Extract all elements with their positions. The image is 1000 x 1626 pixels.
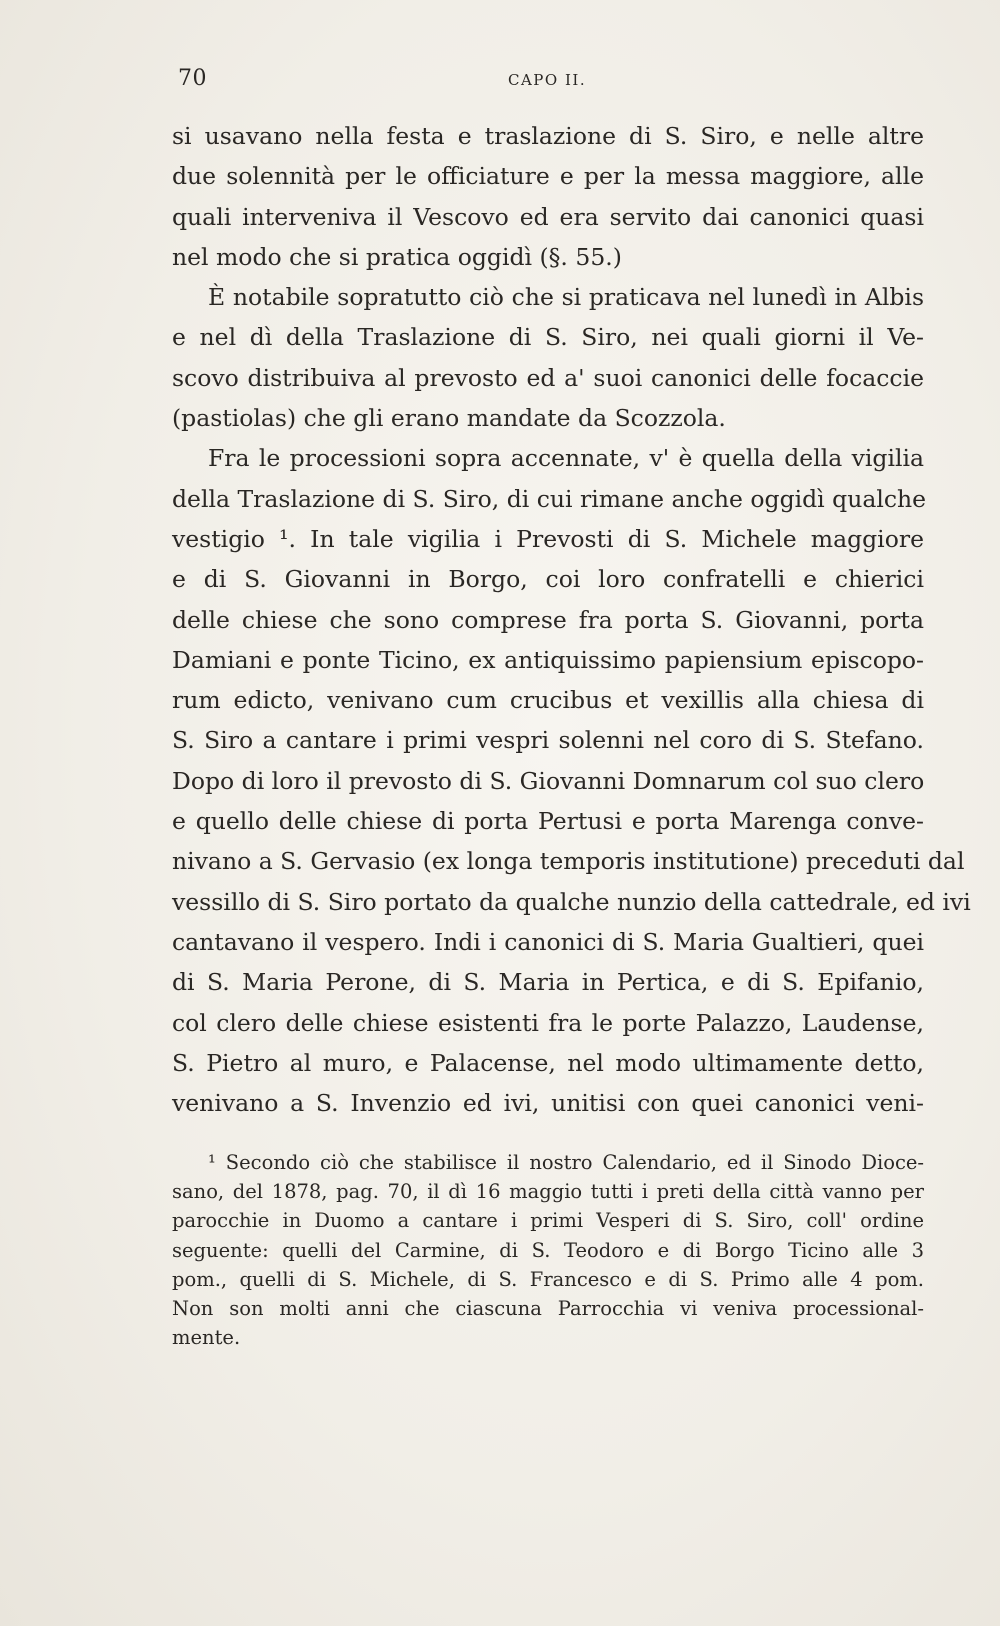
text-line: della Traslazione di S. Siro, di cui rimane anche oggidì qualche xyxy=(172,484,927,513)
footnote-line: parocchie in Duomo a cantare i primi Vesperi di S. Siro, coll' ordine xyxy=(172,1209,924,1233)
footnote-line: mente. xyxy=(172,1326,241,1350)
page-number: 70 xyxy=(178,66,207,91)
page-header xyxy=(178,66,922,102)
text-line: nel modo che si pratica oggidì (§. 55.) xyxy=(172,242,622,271)
text-line: vessillo di S. Siro portato da qualche nunzio della cattedrale, ed ivi xyxy=(172,887,971,916)
text-line: e quello delle chiese di porta Pertusi e porta Marenga conve- xyxy=(172,807,924,836)
text-line: col clero delle chiese esistenti fra le porte Palazzo, Laudense, xyxy=(172,1008,924,1037)
text-line: Damiani e ponte Ticino, ex antiquissimo papiensium episcopo- xyxy=(172,645,924,674)
text-line: delle chiese che sono comprese fra porta S. Giovanni, porta xyxy=(172,605,924,634)
footnote-line: pom., quelli di S. Michele, di S. Francesco e di S. Primo alle 4 pom. xyxy=(172,1267,924,1291)
text-line: si usavano nella festa e traslazione di S. Siro, e nelle altre xyxy=(172,122,924,150)
footnote-line: sano, del 1878, pag. 70, il dì 16 maggio tutti i preti della città vanno per xyxy=(172,1180,924,1204)
text-line: due solennità per le officiature e per la messa maggiore, alle xyxy=(172,162,924,191)
text-line: Dopo di loro il prevosto di S. Giovanni Domnarum col suo clero xyxy=(172,766,925,795)
body-text xyxy=(172,116,971,1123)
text-line: rum edicto, venivano cum crucibus et vexillis alla chiesa di xyxy=(172,686,924,715)
footnote-line: seguente: quelli del Carmine, di S. Teodoro e di Borgo Ticino alle 3 xyxy=(172,1238,924,1262)
text-line: S. Siro a cantare i primi vespri solenni nel coro di S. Stefano. xyxy=(172,726,924,755)
text-line: (pastiolas) che gli erano mandate da Scozzola. xyxy=(172,404,726,433)
text-line: Fra le processioni sopra accennate, v' è quella della vigilia xyxy=(208,444,924,473)
text-line: È notabile sopratutto ciò che si praticava nel lunedì in Albis xyxy=(208,283,924,312)
footnote-line: Non son molti anni che ciascuna Parrocchia vi veniva processional- xyxy=(172,1296,924,1320)
text-line: quali interveniva il Vescovo ed era servito dai canonici quasi xyxy=(172,202,924,231)
text-line: nivano a S. Gervasio (ex longa temporis institutione) preceduti dal xyxy=(172,847,965,876)
text-line: vestigio ¹. In tale vigilia i Prevosti di S. Michele maggiore xyxy=(172,524,924,553)
text-line: S. Pietro al muro, e Palacense, nel modo ultimamente detto, xyxy=(172,1048,924,1077)
text-line: e di S. Giovanni in Borgo, coi loro confratelli e chierici xyxy=(172,565,924,594)
text-line: venivano a S. Invenzio ed ivi, unitisi con quei canonici veni- xyxy=(172,1089,924,1118)
text-line: e nel dì della Traslazione di S. Siro, nei quali giorni il Ve- xyxy=(172,323,924,352)
footnote-line: ¹ Secondo ciò che stabilisce il nostro Calendario, ed il Sinodo Dioce- xyxy=(208,1151,924,1174)
text-line: scovo distribuiva al prevosto ed a' suoi canonici delle focaccie xyxy=(172,363,924,392)
text-line: di S. Maria Perone, di S. Maria in Pertica, e di S. Epifanio, xyxy=(172,968,924,997)
text-line: cantavano il vespero. Indi i canonici di S. Maria Gualtieri, quei xyxy=(172,927,924,956)
footnote xyxy=(172,1148,924,1352)
running-head: CAPO II. xyxy=(508,71,587,89)
